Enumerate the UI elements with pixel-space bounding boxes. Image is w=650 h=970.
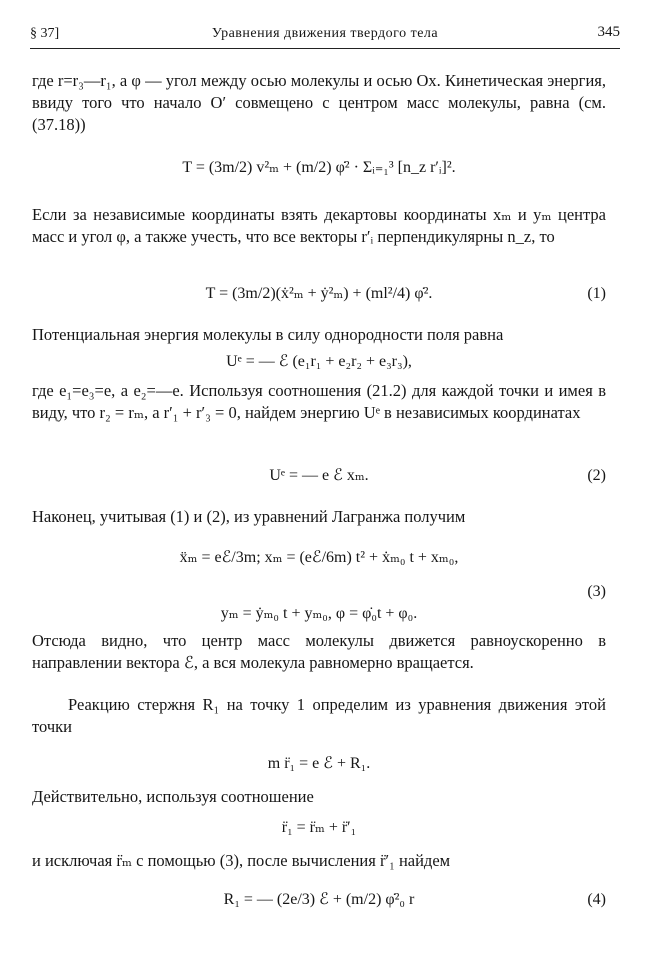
equation-relation (32, 812, 606, 844)
equation-potential-text: Uᵉ = — ℰ (e₁r₁ + e₂r₂ + e₃r₃), (226, 353, 412, 370)
equation-motion (32, 748, 606, 780)
running-title: Уравнения движения твердого тела (211, 26, 439, 41)
paragraph-cartesian: Если за независимые координаты взять декартовы координаты xₘ и yₘ центра масс и угол φ, а также учесть, что все векторы r′ᵢ перпендикулярны n_z, то (32, 205, 606, 246)
equation-relation-text: r̈₁ = r̈ₘ + r̈′₁ (281, 819, 357, 836)
equation-1-number: (1) (587, 285, 606, 302)
equation-3a-text: ẍₘ = eℰ/3m; xₘ = (eℰ/6m) t² + ẋₘ₀ t + xₘ₀, (179, 549, 459, 566)
equation-kinetic (32, 142, 606, 194)
equation-3a (32, 542, 606, 574)
page-number: 345 (597, 24, 620, 40)
equation-3b-text: yₘ = ẏₘ₀ t + yₘ₀, φ = φ̇₀t + φ₀. (220, 605, 418, 622)
equation-2-number: (2) (587, 467, 606, 484)
equation-motion-text: m r̈₁ = e ℰ + R₁. (267, 755, 371, 772)
paragraph-potential: Потенциальная энергия молекулы в силу однородности поля равна (32, 325, 504, 344)
equation-3-number: (3) (587, 583, 606, 600)
paragraph-reaction: Реакцию стержня R₁ на точку 1 определим из уравнения движения этой точки (32, 695, 606, 736)
paragraph-relation: Действительно, используя соотношение (32, 787, 314, 806)
paragraph-exclusion: и исключая r̈ₘ с помощью (3), после вычисления r̈′₁ найдем (32, 851, 451, 870)
equation-1-text: T = (3m/2)(ẋ²ₘ + ẏ²ₘ) + (ml²/4) φ̇². (205, 285, 433, 302)
equation-4-number: (4) (587, 891, 606, 908)
equation-4-text: R₁ = — (2e/3) ℰ + (m/2) φ̇²₀ r (223, 891, 415, 908)
equation-3b (32, 598, 606, 630)
equation-2 (32, 460, 606, 492)
equation-4 (32, 880, 606, 920)
paragraph-charges: где e₁=e₃=e, а e₂=—e. Используя соотношения (21.2) для каждой точки и имея в виду, что r₂ = rₘ, а r′₁ + r′₃ = 0, найдем энергию Uᵉ в независимых координатах (32, 381, 606, 422)
paragraph-lagrange: Наконец, учитывая (1) и (2), из уравнений Лагранжа получим (32, 507, 466, 526)
paragraph-kinetic-intro: где r=r₃—r₁, а φ — угол между осью молекулы и осью Ox. Кинетическая энергия, ввиду того что начало O′ совмещено с центром масс молекулы, равна (см. (37.18)) (32, 71, 606, 134)
equation-2-text: Uᵉ = — e ℰ xₘ. (269, 467, 369, 484)
section-marker: § 37] (30, 26, 60, 41)
running-header (30, 22, 620, 49)
equation-potential (32, 346, 606, 378)
equation-kinetic-text: T = (3m/2) v²ₘ + (m/2) φ̇² · Σᵢ₌₁³ [n_z r′ᵢ]². (182, 159, 456, 176)
paragraph-conclusion: Отсюда видно, что центр масс молекулы движется равноускоренно в направлении вектора ℰ, а вся молекула равномерно вращается. (32, 631, 606, 672)
equation-1 (32, 278, 606, 310)
